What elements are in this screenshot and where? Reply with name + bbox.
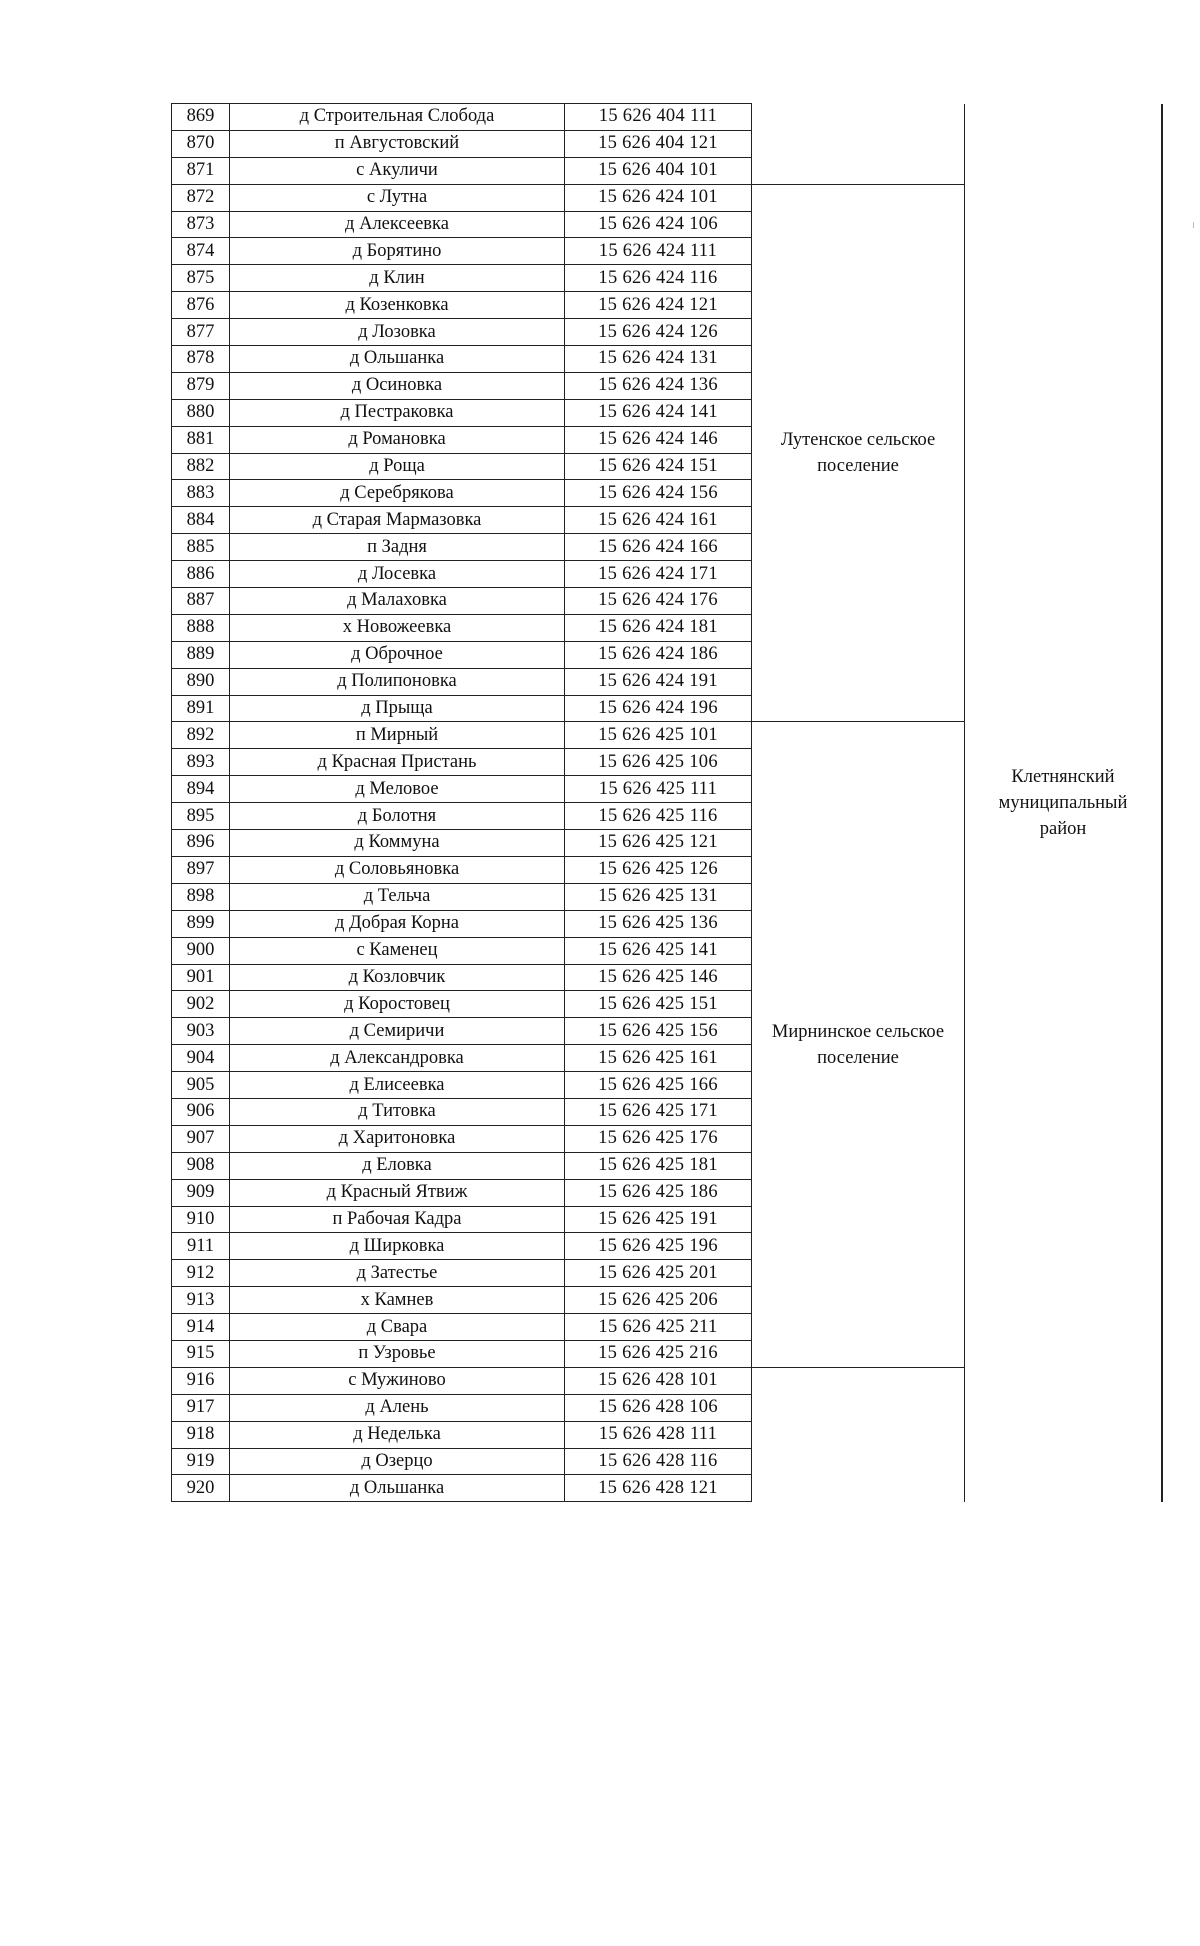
municipal-settlement-cell (752, 1367, 965, 1501)
settlement-name: д Козловчик (230, 964, 565, 991)
row-number: 879 (172, 372, 230, 399)
row-number: 888 (172, 614, 230, 641)
row-number: 911 (172, 1233, 230, 1260)
settlement-name: д Семиричи (230, 1018, 565, 1045)
settlement-name: п Августовский (230, 130, 565, 157)
table-row (172, 104, 1163, 131)
row-number: 883 (172, 480, 230, 507)
settlements-table (171, 103, 1163, 1502)
settlement-name: д Алень (230, 1394, 565, 1421)
settlement-name: д Озерцо (230, 1448, 565, 1475)
settlement-name: д Малаховка (230, 588, 565, 615)
row-number: 909 (172, 1179, 230, 1206)
settlement-name: с Лутна (230, 184, 565, 211)
oktmo-code: 15 626 428 106 (565, 1394, 752, 1421)
row-number: 891 (172, 695, 230, 722)
oktmo-code: 15 626 425 161 (565, 1045, 752, 1072)
oktmo-code: 15 626 425 206 (565, 1287, 752, 1314)
row-number: 889 (172, 641, 230, 668)
settlements-table-sheet (171, 103, 1163, 1502)
settlement-name: д Строительная Слобода (230, 104, 565, 131)
row-number: 919 (172, 1448, 230, 1475)
oktmo-code: 15 626 425 181 (565, 1152, 752, 1179)
settlement-name: д Добрая Корна (230, 910, 565, 937)
oktmo-code: 15 626 424 146 (565, 426, 752, 453)
oktmo-code: 15 626 425 166 (565, 1072, 752, 1099)
settlement-name: д Титовка (230, 1098, 565, 1125)
oktmo-code: 15 626 404 101 (565, 157, 752, 184)
oktmo-code: 15 626 424 161 (565, 507, 752, 534)
oktmo-code: 15 626 424 186 (565, 641, 752, 668)
oktmo-code: 15 626 425 146 (565, 964, 752, 991)
settlement-name: х Новожеевка (230, 614, 565, 641)
municipal-settlement-cell (752, 722, 965, 1367)
table-body (172, 104, 1163, 1502)
municipal-settlement-label: Мирнинское сельское поселение (771, 1021, 945, 1068)
oktmo-code: 15 626 425 186 (565, 1179, 752, 1206)
settlement-name: д Ольшанка (230, 1475, 565, 1502)
settlement-name: д Елисеевка (230, 1072, 565, 1099)
settlement-name: д Болотня (230, 803, 565, 830)
settlement-name: д Затестье (230, 1260, 565, 1287)
settlement-name: х Камнев (230, 1287, 565, 1314)
oktmo-code: 15 626 425 141 (565, 937, 752, 964)
settlement-name: д Александровка (230, 1045, 565, 1072)
settlement-name: д Красная Пристань (230, 749, 565, 776)
row-number: 876 (172, 292, 230, 319)
row-number: 890 (172, 668, 230, 695)
row-number: 898 (172, 883, 230, 910)
row-number: 873 (172, 211, 230, 238)
oktmo-code: 15 626 425 136 (565, 910, 752, 937)
row-number: 905 (172, 1072, 230, 1099)
row-number: 900 (172, 937, 230, 964)
scan-mark (1193, 222, 1194, 228)
oktmo-code: 15 626 424 171 (565, 561, 752, 588)
row-number: 910 (172, 1206, 230, 1233)
oktmo-code: 15 626 424 121 (565, 292, 752, 319)
settlement-name: д Харитоновка (230, 1125, 565, 1152)
row-number: 913 (172, 1287, 230, 1314)
row-number: 899 (172, 910, 230, 937)
oktmo-code: 15 626 424 101 (565, 184, 752, 211)
oktmo-code: 15 626 425 156 (565, 1018, 752, 1045)
oktmo-code: 15 626 424 166 (565, 534, 752, 561)
row-number: 918 (172, 1421, 230, 1448)
row-number: 908 (172, 1152, 230, 1179)
settlement-name: п Рабочая Кадра (230, 1206, 565, 1233)
oktmo-code: 15 626 425 106 (565, 749, 752, 776)
oktmo-code: 15 626 425 201 (565, 1260, 752, 1287)
row-number: 902 (172, 991, 230, 1018)
row-number: 897 (172, 856, 230, 883)
settlement-name: д Борятино (230, 238, 565, 265)
oktmo-code: 15 626 425 116 (565, 803, 752, 830)
settlement-name: д Козенковка (230, 292, 565, 319)
settlement-name: д Алексеевка (230, 211, 565, 238)
row-number: 914 (172, 1314, 230, 1341)
row-number: 881 (172, 426, 230, 453)
oktmo-code: 15 626 425 211 (565, 1314, 752, 1341)
settlement-name: с Мужиново (230, 1367, 565, 1394)
oktmo-code: 15 626 424 156 (565, 480, 752, 507)
settlement-name: с Каменец (230, 937, 565, 964)
municipal-district-label: Клетнянский муниципальный район (998, 766, 1128, 839)
row-number: 895 (172, 803, 230, 830)
oktmo-code: 15 626 424 126 (565, 319, 752, 346)
row-number: 885 (172, 534, 230, 561)
row-number: 871 (172, 157, 230, 184)
oktmo-code: 15 626 428 101 (565, 1367, 752, 1394)
oktmo-code: 15 626 424 136 (565, 372, 752, 399)
row-number: 896 (172, 830, 230, 857)
settlement-name: д Оброчное (230, 641, 565, 668)
settlement-name: д Тельча (230, 883, 565, 910)
oktmo-code: 15 626 424 196 (565, 695, 752, 722)
row-number: 892 (172, 722, 230, 749)
settlement-name: д Соловьяновка (230, 856, 565, 883)
settlement-name: д Роща (230, 453, 565, 480)
settlement-name: д Клин (230, 265, 565, 292)
row-number: 872 (172, 184, 230, 211)
settlement-name: п Мирный (230, 722, 565, 749)
settlement-name: д Неделька (230, 1421, 565, 1448)
settlement-name: д Прыща (230, 695, 565, 722)
settlement-name: д Ольшанка (230, 346, 565, 373)
oktmo-code: 15 626 404 111 (565, 104, 752, 131)
oktmo-code: 15 626 425 216 (565, 1340, 752, 1367)
row-number: 916 (172, 1367, 230, 1394)
oktmo-code: 15 626 425 151 (565, 991, 752, 1018)
oktmo-code: 15 626 424 141 (565, 399, 752, 426)
settlement-name: д Свара (230, 1314, 565, 1341)
oktmo-code: 15 626 425 191 (565, 1206, 752, 1233)
oktmo-code: 15 626 424 116 (565, 265, 752, 292)
row-number: 915 (172, 1340, 230, 1367)
settlement-name: с Акуличи (230, 157, 565, 184)
row-number: 874 (172, 238, 230, 265)
settlement-name: д Серебрякова (230, 480, 565, 507)
settlement-name: п Задня (230, 534, 565, 561)
municipal-settlement-cell (752, 104, 965, 185)
oktmo-code: 15 626 425 131 (565, 883, 752, 910)
settlement-name: д Коммуна (230, 830, 565, 857)
row-number: 878 (172, 346, 230, 373)
settlement-name: д Старая Мармазовка (230, 507, 565, 534)
oktmo-code: 15 626 425 171 (565, 1098, 752, 1125)
row-number: 882 (172, 453, 230, 480)
oktmo-code: 15 626 425 111 (565, 776, 752, 803)
row-number: 887 (172, 588, 230, 615)
settlement-name: п Узровье (230, 1340, 565, 1367)
row-number: 870 (172, 130, 230, 157)
municipal-settlement-label: Лутенское сельское поселение (780, 430, 936, 477)
municipal-settlement-cell (752, 184, 965, 722)
oktmo-code: 15 626 424 151 (565, 453, 752, 480)
row-number: 884 (172, 507, 230, 534)
row-number: 912 (172, 1260, 230, 1287)
oktmo-code: 15 626 424 111 (565, 238, 752, 265)
settlement-name: д Пестраковка (230, 399, 565, 426)
settlement-name: д Еловка (230, 1152, 565, 1179)
settlement-name: д Романовка (230, 426, 565, 453)
row-number: 901 (172, 964, 230, 991)
settlement-name: д Коростовец (230, 991, 565, 1018)
row-number: 904 (172, 1045, 230, 1072)
row-number: 880 (172, 399, 230, 426)
oktmo-code: 15 626 425 196 (565, 1233, 752, 1260)
row-number: 917 (172, 1394, 230, 1421)
row-number: 906 (172, 1098, 230, 1125)
row-number: 875 (172, 265, 230, 292)
settlement-name: д Красный Ятвиж (230, 1179, 565, 1206)
oktmo-code: 15 626 424 176 (565, 588, 752, 615)
settlement-name: д Осиновка (230, 372, 565, 399)
oktmo-code: 15 626 425 126 (565, 856, 752, 883)
oktmo-code: 15 626 428 111 (565, 1421, 752, 1448)
oktmo-code: 15 626 425 176 (565, 1125, 752, 1152)
settlement-name: д Полипоновка (230, 668, 565, 695)
row-number: 877 (172, 319, 230, 346)
oktmo-code: 15 626 425 121 (565, 830, 752, 857)
row-number: 920 (172, 1475, 230, 1502)
oktmo-code: 15 626 424 191 (565, 668, 752, 695)
oktmo-code: 15 626 424 131 (565, 346, 752, 373)
oktmo-code: 15 626 424 181 (565, 614, 752, 641)
row-number: 894 (172, 776, 230, 803)
oktmo-code: 15 626 428 121 (565, 1475, 752, 1502)
row-number: 893 (172, 749, 230, 776)
municipal-district-cell (965, 104, 1163, 1502)
row-number: 907 (172, 1125, 230, 1152)
row-number: 886 (172, 561, 230, 588)
settlement-name: д Лозовка (230, 319, 565, 346)
oktmo-code: 15 626 404 121 (565, 130, 752, 157)
oktmo-code: 15 626 425 101 (565, 722, 752, 749)
oktmo-code: 15 626 424 106 (565, 211, 752, 238)
row-number: 869 (172, 104, 230, 131)
settlement-name: д Ширковка (230, 1233, 565, 1260)
row-number: 903 (172, 1018, 230, 1045)
settlement-name: д Лосевка (230, 561, 565, 588)
oktmo-code: 15 626 428 116 (565, 1448, 752, 1475)
settlement-name: д Меловое (230, 776, 565, 803)
